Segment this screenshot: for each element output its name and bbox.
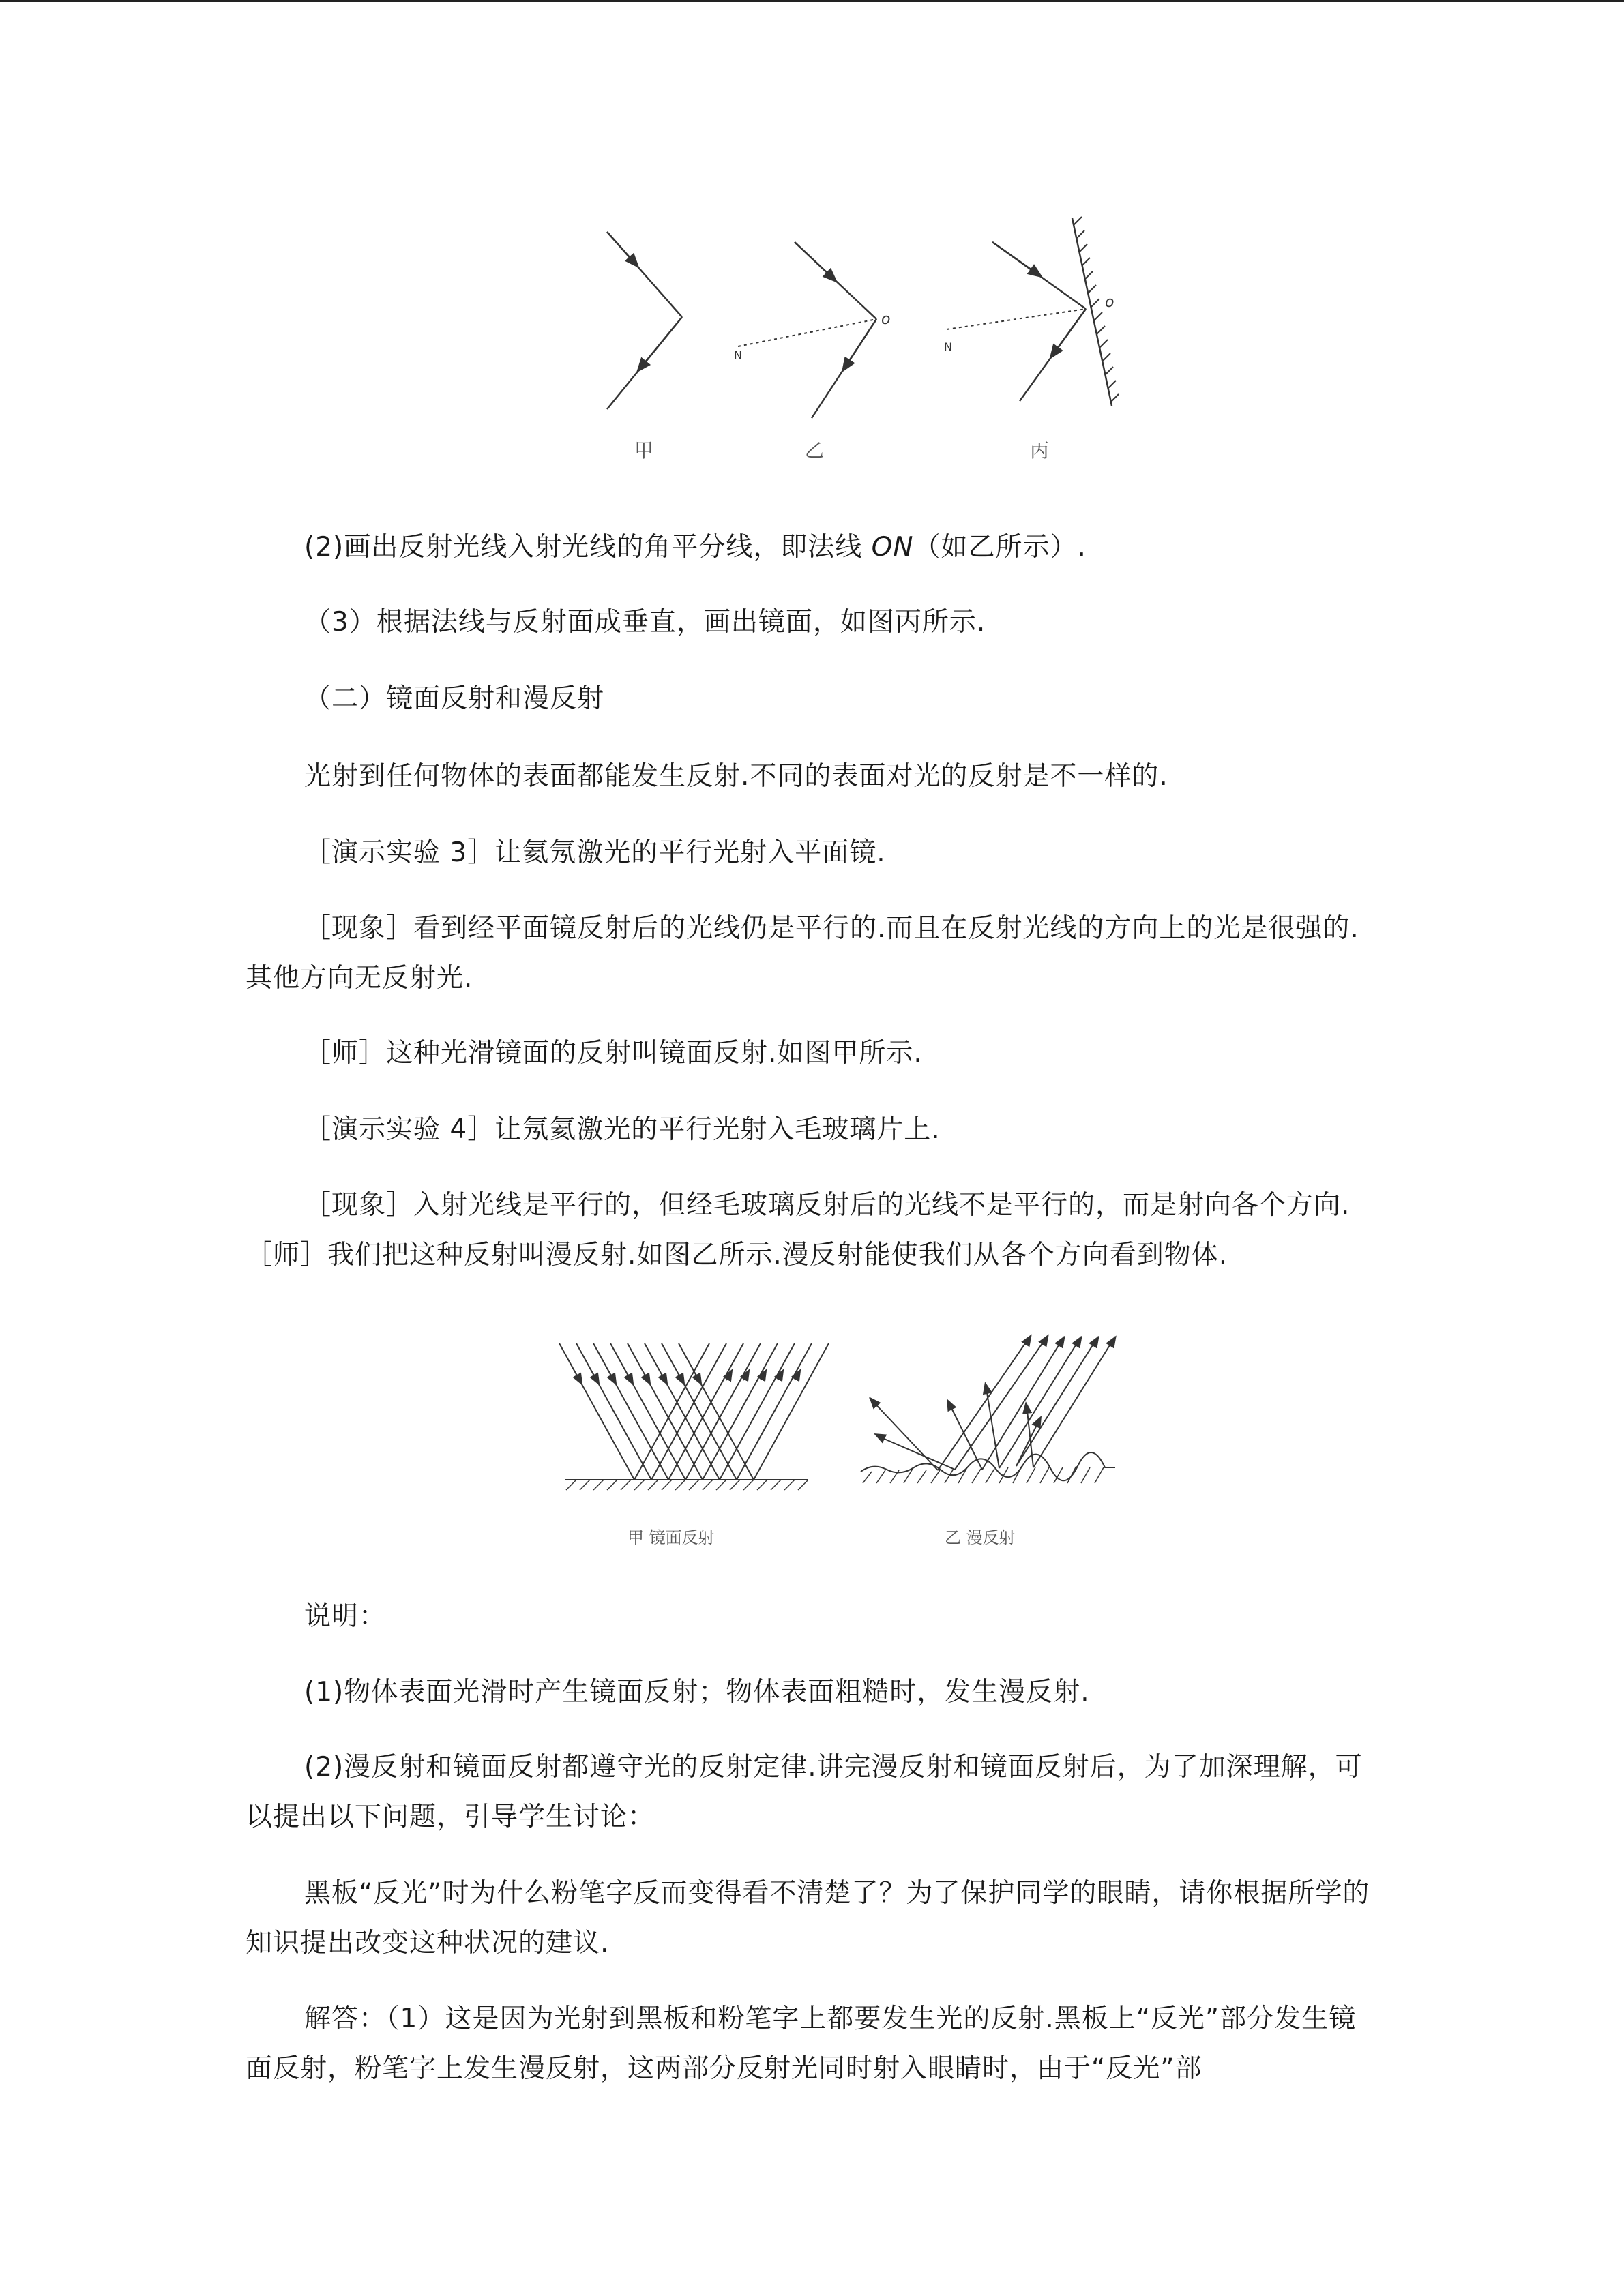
normal-on-label: ON <box>871 532 914 563</box>
caption-mirror-reflection: 甲 镜面反射 <box>628 1528 715 1547</box>
normal-n-label-yi: N <box>734 348 742 361</box>
paragraph-normal-line-suffix: （如乙所示）. <box>913 532 1087 563</box>
page-top-border <box>0 0 1624 2</box>
section-heading-mirror-diffuse: （二）镜面反射和漫反射 <box>304 683 605 714</box>
normal-n-label-bing: N <box>944 340 952 353</box>
paragraph-blackboard-question: 黑板“反光”时为什么粉笔字反而变得看不清楚了？为了保护同学的眼睛，请你根据所学的知识提出改变这种状况的建议. <box>246 1878 1370 1958</box>
paragraph-explanation-1: (1)物体表面光滑时产生镜面反射；物体表面粗糙时，发生漫反射. <box>304 1677 1090 1708</box>
paragraph-light-reflection-intro: 光射到任何物体的表面都能发生反射.不同的表面对光的反射是不一样的. <box>304 761 1168 792</box>
paragraph-normal-line <box>304 522 1087 572</box>
paragraph-draw-mirror: （3）根据法线与反射面成垂直，画出镜面，如图丙所示. <box>304 607 986 638</box>
point-o-label-bing: o <box>1105 294 1114 311</box>
paragraph-answer: 解答：（1）这是因为光射到黑板和粉笔字上都要发生光的反射.黑板上“反光”部分发生镜面反射，粉笔字上发生漫反射，这两部分反射光同时射入眼睛时，由于“反光”部 <box>246 2003 1357 2084</box>
paragraph-phenomenon-1: ［现象］看到经平面镜反射后的光线仍是平行的.而且在反射光线的方向上的光是很强的.其他方向无反射光. <box>246 913 1359 994</box>
figure-label-yi: 乙 <box>805 439 825 462</box>
figure-label-bing: 丙 <box>1030 439 1050 462</box>
paragraph-demo-experiment-3: ［演示实验 3］让氦氖激光的平行光射入平面镜. <box>304 837 886 868</box>
paragraph-demo-experiment-4: ［演示实验 4］让氖氦激光的平行光射入毛玻璃片上. <box>304 1114 941 1145</box>
caption-diffuse-reflection: 乙 漫反射 <box>945 1528 1016 1547</box>
paragraph-teacher-mirror: ［师］这种光滑镜面的反射叫镜面反射.如图甲所示. <box>304 1038 923 1069</box>
figure-mirror-vs-diffuse <box>546 1323 1160 1555</box>
paragraph-phenomenon-2: ［现象］入射光线是平行的，但经毛玻璃反射后的光线不是平行的，而是射向各个方向.［师］我们把这种反射叫漫反射.如图乙所示.漫反射能使我们从各个方向看到物体. <box>246 1190 1350 1270</box>
paragraph-normal-line-text: (2)画出反射光线入射光线的角平分线，即法线 <box>304 532 872 563</box>
figure-label-jia: 甲 <box>634 439 654 462</box>
point-o-label-yi: o <box>881 311 891 328</box>
paragraph-explanation-2: (2)漫反射和镜面反射都遵守光的反射定律.讲完漫反射和镜面反射后，为了加深理解，可以提出以下问题，引导学生讨论： <box>246 1752 1363 1832</box>
paragraph-explanation-heading: 说明： <box>304 1601 387 1632</box>
figure-ray-construction <box>587 205 1132 477</box>
